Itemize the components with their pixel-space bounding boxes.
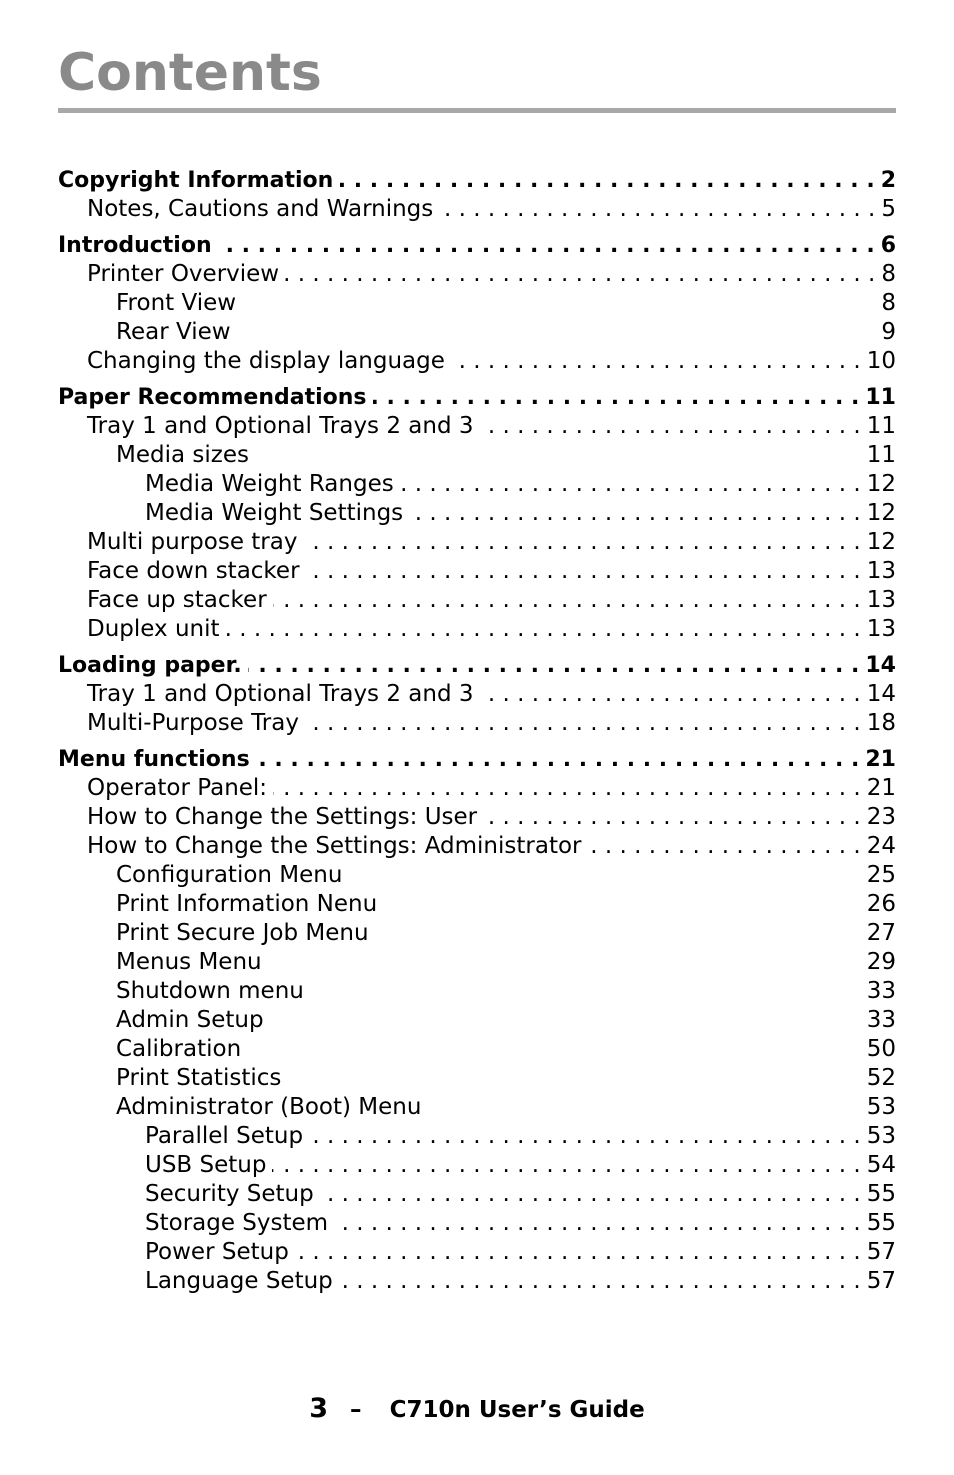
toc-entry-page: 10 [866,348,896,374]
toc-entry[interactable] [58,166,896,195]
toc-entry-page: 13 [866,616,896,642]
toc-entry[interactable] [58,890,896,919]
toc-dot-leader [409,499,861,528]
toc-entry[interactable] [58,709,896,738]
toc-entry[interactable] [58,470,896,499]
toc-entry[interactable] [58,347,896,376]
toc-entry[interactable] [58,832,896,861]
toc-entry-label: Face up stacker [87,587,267,613]
toc-entry[interactable] [58,441,896,470]
toc-dot-leader [451,347,861,376]
toc-entry[interactable] [58,586,896,615]
toc-entry-page: 5 [881,196,896,222]
toc-entry-label: Menus Menu [116,949,262,975]
toc-entry-page: 14 [865,653,896,678]
toc-entry[interactable] [58,680,896,709]
toc-entry[interactable] [58,919,896,948]
toc-dot-leader [588,832,861,861]
page-number: 3 [309,1393,329,1424]
toc-entry-page: 18 [866,710,896,736]
toc-entry-page: 52 [866,1065,896,1091]
toc-entry-page: 6 [880,233,896,258]
toc-entry[interactable] [58,260,896,289]
toc-entry-page: 55 [866,1210,896,1236]
toc-dot-leader [273,774,861,803]
toc-entry-page: 9 [881,319,896,345]
toc-entry-page: 14 [866,681,896,707]
toc-entry[interactable] [58,774,896,803]
toc-dot-leader [320,1180,861,1209]
toc-entry-page: 53 [866,1094,896,1120]
toc-entry-label: Notes, Cautions and Warnings [87,196,434,222]
toc-entry-label: How to Change the Settings: User [87,804,478,830]
toc-entry-label: Changing the display language [87,348,445,374]
toc-dot-leader [373,383,860,412]
toc-entry-label: Media Weight Ranges [145,471,394,497]
toc-dot-leader [305,709,861,738]
toc-entry-label: Multi purpose tray [87,529,298,555]
toc-entry-label: Media sizes [116,442,249,468]
toc-entry[interactable] [58,1238,896,1267]
toc-entry[interactable] [58,1209,896,1238]
toc-entry-page: 26 [866,891,896,917]
toc-entry[interactable] [58,1093,896,1122]
toc-entry-page: 50 [866,1036,896,1062]
toc-entry-label: Duplex unit [87,616,220,642]
toc-entry[interactable] [58,861,896,890]
toc-entry-label: Copyright Information [58,168,334,193]
toc-entry-label: Print Secure Job Menu [116,920,369,946]
toc-entry[interactable] [58,499,896,528]
toc-dot-leader [309,1122,861,1151]
toc-entry-page: 12 [866,529,896,555]
toc-dot-leader [272,1151,860,1180]
toc-entry-label: Rear View [116,319,231,345]
toc-entry[interactable] [58,528,896,557]
toc-entry-label: Parallel Setup [145,1123,304,1149]
toc-dot-leader [439,195,875,224]
toc-entry[interactable] [58,1151,896,1180]
toc-entry-label: Menu functions [58,747,250,772]
toc-entry-label: Introduction [58,233,212,258]
toc-entry[interactable] [58,412,896,441]
toc-entry[interactable] [58,383,896,412]
toc-dot-leader [256,745,860,774]
toc-dot-leader [306,557,861,586]
toc-entry-label: Shutdown menu [116,978,304,1004]
toc-entry-label: Print Statistics [116,1065,282,1091]
page-title: Contents [58,43,322,103]
toc-entry-label: Media Weight Settings [145,500,404,526]
toc-entry[interactable] [58,289,896,318]
toc-entry-label: Operator Panel: [87,775,268,801]
toc-entry-page: 13 [866,558,896,584]
toc-dot-leader [285,260,875,289]
page-footer [0,1392,954,1427]
toc-entry-page: 13 [866,587,896,613]
toc-dot-leader [334,1209,861,1238]
toc-entry[interactable] [58,1035,896,1064]
toc-entry[interactable] [58,1064,896,1093]
toc-entry-label: Storage System [145,1210,329,1236]
toc-entry-page: 25 [866,862,896,888]
toc-entry-label: Tray 1 and Optional Trays 2 and 3 [87,681,474,707]
toc-dot-leader [339,1267,861,1296]
toc-entry-label: How to Change the Settings: Administrator [87,833,582,859]
toc-entry-page: 11 [866,413,896,439]
toc-entry-page: 11 [865,385,896,410]
toc-entry-label: Configuration Menu [116,862,343,888]
toc-entry-label: Loading paper. [58,653,242,678]
toc-entry-page: 55 [866,1181,896,1207]
table-of-contents [58,166,896,1296]
toc-dot-leader [248,651,860,680]
toc-dot-leader [483,803,861,832]
toc-entry-page: 27 [866,920,896,946]
toc-entry-page: 53 [866,1123,896,1149]
toc-entry-label: Calibration [116,1036,242,1062]
toc-entry-label: Multi-Purpose Tray [87,710,299,736]
toc-entry-page: 2 [880,168,896,193]
footer-separator: – [350,1397,362,1423]
toc-entry-label: Language Setup [145,1268,333,1294]
toc-entry[interactable] [58,1122,896,1151]
toc-dot-leader [303,528,860,557]
toc-entry-page: 21 [865,747,896,772]
toc-entry-label: Face down stacker [87,558,300,584]
toc-entry-label: Power Setup [145,1239,289,1265]
toc-entry[interactable] [58,745,896,774]
toc-entry-label: Printer Overview [87,261,280,287]
toc-entry[interactable] [58,803,896,832]
toc-entry-page: 8 [881,261,896,287]
toc-entry[interactable] [58,977,896,1006]
toc-entry-page: 29 [866,949,896,975]
toc-dot-leader [339,166,874,195]
toc-entry[interactable] [58,1267,896,1296]
toc-entry-label: Print Information Nenu [116,891,378,917]
toc-entry[interactable] [58,615,896,644]
toc-entry-page: 21 [866,775,896,801]
toc-entry[interactable] [58,318,896,347]
toc-dot-leader [295,1238,861,1267]
title-rule [58,108,896,113]
toc-entry-label: Front View [116,290,237,316]
toc-entry-page: 57 [866,1268,896,1294]
toc-entry[interactable] [58,1180,896,1209]
toc-dot-leader [218,231,875,260]
toc-dot-leader [480,412,861,441]
toc-entry-page: 24 [866,833,896,859]
toc-entry[interactable] [58,948,896,977]
toc-entry-label: Tray 1 and Optional Trays 2 and 3 [87,413,474,439]
toc-entry-page: 12 [866,500,896,526]
toc-entry-label: Administrator (Boot) Menu [116,1094,422,1120]
toc-entry-label: Security Setup [145,1181,314,1207]
toc-entry-page: 54 [866,1152,896,1178]
toc-dot-leader [226,615,861,644]
toc-dot-leader [273,586,861,615]
toc-entry-page: 33 [866,978,896,1004]
toc-entry-label: Admin Setup [116,1007,264,1033]
toc-entry-page: 11 [866,442,896,468]
toc-entry[interactable] [58,1006,896,1035]
toc-dot-leader [400,470,861,499]
toc-entry-page: 23 [866,804,896,830]
toc-entry-page: 8 [881,290,896,316]
toc-entry[interactable] [58,195,896,224]
toc-entry-label: Paper Recommendations [58,385,367,410]
toc-entry-page: 57 [866,1239,896,1265]
toc-entry-page: 33 [866,1007,896,1033]
toc-entry-label: USB Setup [145,1152,267,1178]
toc-dot-leader [480,680,861,709]
toc-entry[interactable] [58,231,896,260]
toc-entry[interactable] [58,557,896,586]
guide-title: C710n User’s Guide [389,1397,645,1423]
toc-entry-page: 12 [866,471,896,497]
toc-entry[interactable] [58,651,896,680]
